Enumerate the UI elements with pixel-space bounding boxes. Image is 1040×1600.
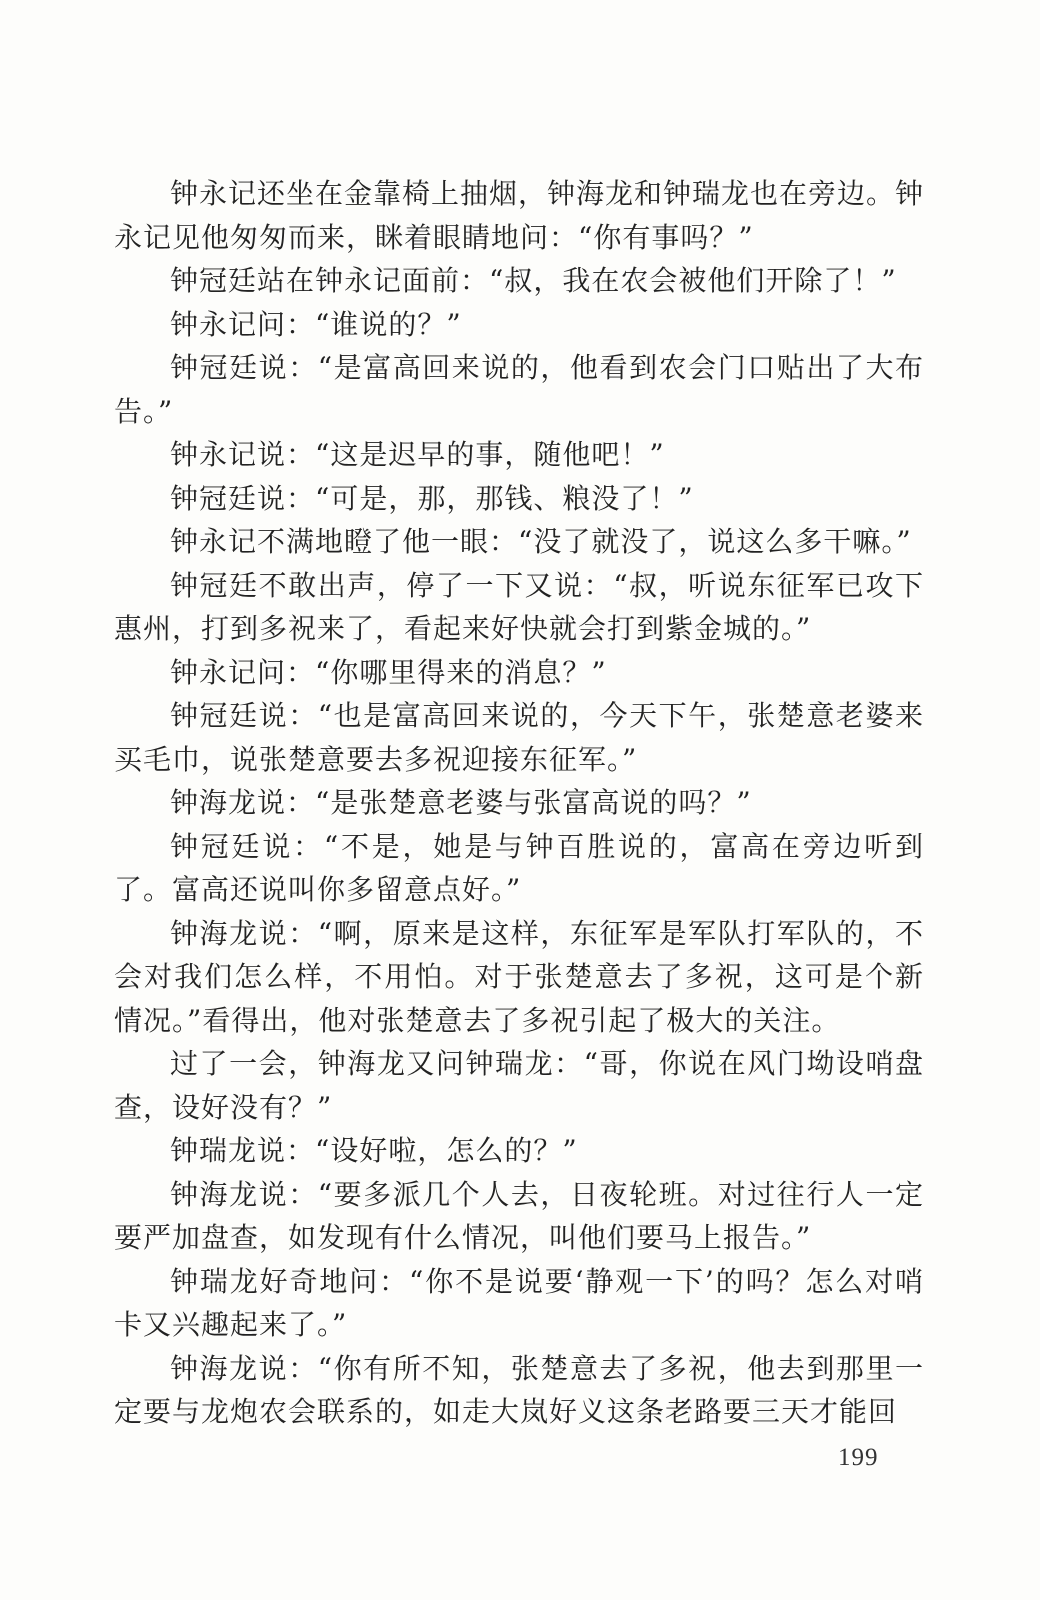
paragraph: 钟永记不满地瞪了他一眼：“没了就没了，说这么多干嘛。” (170, 525, 912, 558)
paragraph: 钟海龙说：“你有所不知，张楚意去了多祝，他去到那里一定要与龙炮农会联系的，如走大岚好义这条老路要三天才能回 (114, 1351, 924, 1428)
paragraph: 钟冠廷说：“也是富高回来说的，今天下午，张楚意老婆来买毛巾，说张楚意要去多祝迎接东征军。” (114, 699, 924, 776)
paragraph: 钟瑞龙好奇地问：“你不是说要‘静观一下’的吗？怎么对哨卡又兴趣起来了。” (114, 1264, 924, 1341)
paragraph: 钟冠廷站在钟永记面前：“叔，我在农会被他们开除了！” (170, 264, 897, 297)
paragraph: 钟永记还坐在金靠椅上抽烟，钟海龙和钟瑞龙也在旁边。钟永记见他匆匆而来，眯着眼睛地问：“你有事吗？” (114, 177, 925, 254)
paragraph: 钟冠廷说：“可是，那，那钱、粮没了！” (170, 481, 694, 515)
paragraph: 钟冠廷不敢出声，停了一下又说：“叔，听说东征军已攻下惠州，打到多祝来了，看起来好快就会打到紫金城的。” (114, 568, 924, 645)
paragraph: 钟海龙说：“啊，原来是这样，东征军是军队打军队的，不会对我们怎么样，不用怕。对于张楚意去了多祝，这可是个新情况。”看得出，他对张楚意去了多祝引起了极大的关注。 (114, 916, 924, 1037)
body-text (114, 172, 924, 1434)
paragraph: 钟海龙说：“要多派几个人去，日夜轮班。对过往行人一定要严加盘查，如发现有什么情况，叫他们要马上报告。” (114, 1177, 924, 1254)
paragraph: 钟冠廷说：“是富高回来说的，他看到农会门口贴出了大布告。” (114, 351, 924, 428)
paragraph: 过了一会，钟海龙又问钟瑞龙：“哥，你说在风门坳设哨盘查，设好没有？” (114, 1047, 924, 1124)
paragraph: 钟瑞龙说：“设好啦，怎么的？” (170, 1134, 578, 1167)
page-number: 199 (838, 1444, 879, 1471)
paragraph: 钟永记问：“你哪里得来的消息？” (170, 655, 607, 689)
paragraph: 钟海龙说：“是张楚意老婆与张富高说的吗？” (170, 786, 752, 819)
paragraph: 钟永记说：“这是迟早的事，随他吧！” (170, 438, 665, 471)
paragraph: 钟冠廷说：“不是，她是与钟百胜说的，富高在旁边听到了。富高还说叫你多留意点好。” (114, 829, 924, 906)
paragraph: 钟永记问：“谁说的？” (170, 307, 462, 341)
